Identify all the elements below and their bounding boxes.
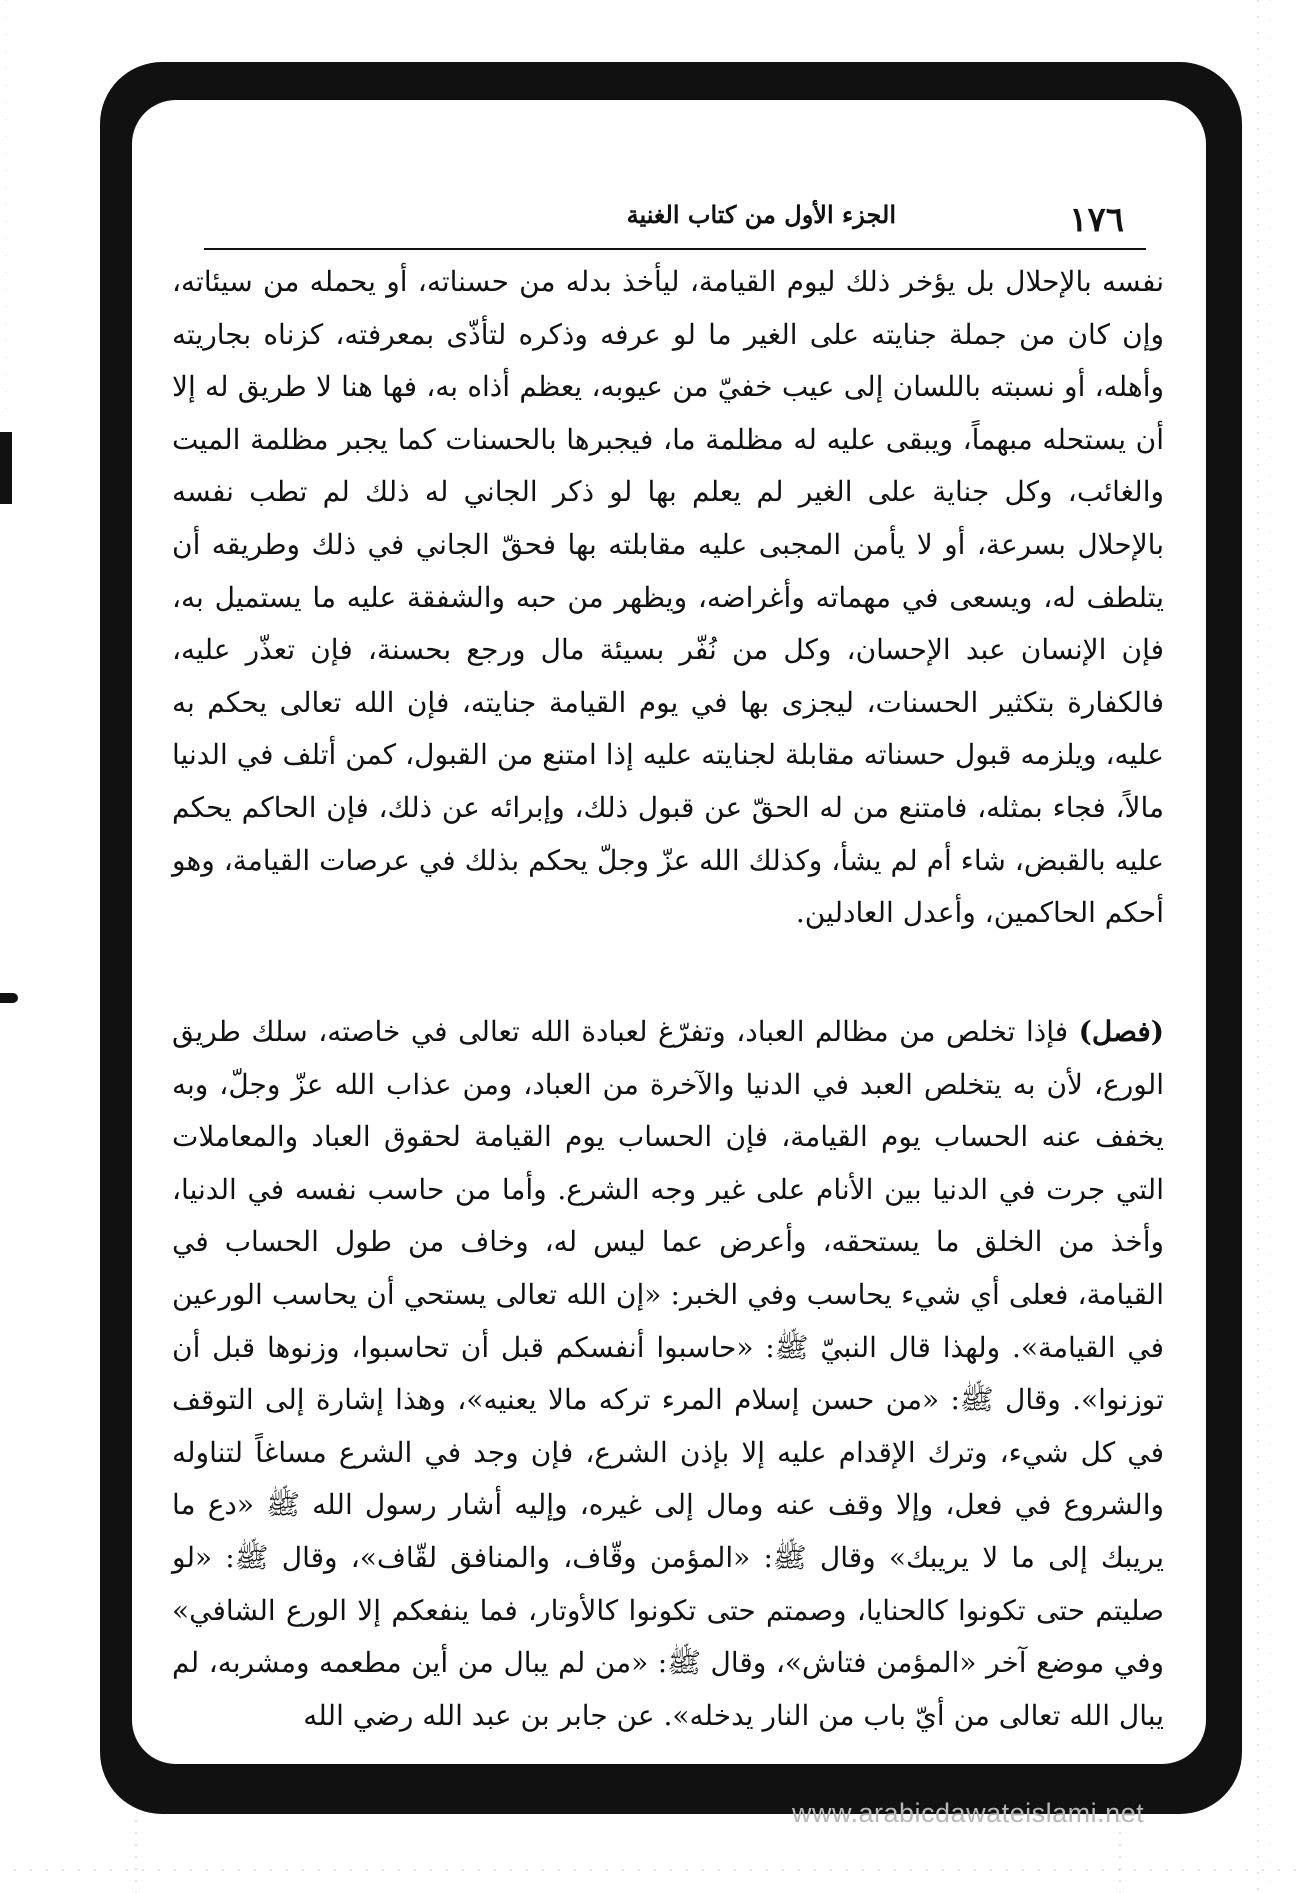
paragraph-1-text: نفسه بالإحلال بل يؤخر ذلك ليوم القيامة، ليأخذ بدله من حسناته، أو يحمله من سيئاته، وإن كان من جملة جنايته على الغير ما لو عرفه وذكره لتأذّى بمعرفته، كزناه بجاريته وأهله، أو نسبته باللسان إلى عيب خفيّ من عيوبه، يعظم أذاه به، فها هنا لا طريق له إلا أن يستحله مبهماً، ويبقى عليه له مظلمة ما، فيجبرها بالحسنات كما يجبر مظلمة الميت والغائب، وكل جناية على الغير لم يعلم بها لو ذكر الجاني له ذلك لم تطب نفسه بالإحلال بسرعة، أو لا يأمن المجبى عليه مقابلته بها فحقّ الجاني في ذلك وطريقه أن يتلطف له، ويسعى في مهماته وأغراضه، ويظهر من حبه والشفقة عليه ما يستميل به، فإن الإنسان عبد الإحسان، وكل من نُفّر بسيئة مال ورجع بحسنة، فإن تعذّر عليه، فالكفارة بتكثير الحسنات، ليجزى بها في يوم القيامة جنايته، فإن الله تعالى يحكم به عليه، ويلزمه قبول حسناته مقابلة لجنايته عليه إذا امتنع من القبول، كمن أتلف في الدنيا مالاً، فجاء بمثله، فامتنع من له الحقّ عن قبول ذلك، وإبرائه عن ذلك، فإن الحاكم يحكم عليه بالقبض، شاء أم لم يشأ، وكذلك الله عزّ وجلّ يحكم بذلك في عرصات القيامة، وهو أحكم الحاكمين، وأعدل العادلين. xyxy=(172,265,1165,930)
page-header xyxy=(204,196,1146,242)
running-title: الجزء الأول من كتاب الغنية xyxy=(626,200,896,229)
scan-edge-bar xyxy=(0,432,12,504)
header-rule xyxy=(204,248,1146,250)
paragraph-1 xyxy=(172,256,1164,940)
book-page xyxy=(132,100,1206,1828)
paragraph-2 xyxy=(172,1006,1164,1742)
watermark: www.arabicdawateislami.net xyxy=(792,1798,1145,1828)
page-number: ١٧٦ xyxy=(1069,200,1124,240)
paragraph-2-text: فإذا تخلص من مظالم العباد، وتفرّغ لعبادة الله تعالى في خاصته، سلك طريق الورع، لأن به يتخلص العبد في الدنيا والآخرة من العباد، ومن عذاب الله عزّ وجلّ، وبه يخفف عنه الحساب يوم القيامة، فإن الحساب يوم القيامة لحقوق العباد والمعاملات التي جرت في الدنيا بين الأنام على غير وجه الشرع. وأما من حاسب نفسه في الدنيا، وأخذ من الخلق ما يستحقه، وأعرض عما ليس له، وخاف من طول الحساب في القيامة، فعلى أي شيء يحاسب وفي الخبر: «إن الله تعالى يستحي أن يحاسب الورعين في القيامة». ولهذا قال النبيّ ﷺ: «حاسبوا أنفسكم قبل أن تحاسبوا، وزنوها قبل أن توزنوا». وقال ﷺ: «من حسن إسلام المرء تركه مالا يعنيه»، وهذا إشارة إلى التوقف في كل شيء، وترك الإقدام عليه إلا بإذن الشرع، فإن وجد في الشرع مساغاً لتناوله والشروع في فعل، وإلا وقف عنه ومال إلى غيره، وإليه أشار رسول الله ﷺ «دع ما يريبك إلى ما لا يريبك» وقال ﷺ: «المؤمن وقّاف، والمنافق لقّاف»، وقال ﷺ: «لو صليتم حتى تكونوا كالحنايا، وصمتم حتى تكونوا كالأوتار، فما ينفعكم إلا الورع الشافي» وفي موضع آخر «المؤمن فتاش»، وقال ﷺ: «من لم يبال من أين مطعمه ومشربه، لم يبال الله تعالى من أيّ باب من النار يدخله». عن جابر بن عبد الله رضي الله xyxy=(172,1015,1165,1732)
paragraph-2-body xyxy=(172,1006,1164,1742)
section-label: (فصل) xyxy=(1078,1015,1164,1048)
scan-edge-mark xyxy=(0,993,18,1003)
page-frame xyxy=(100,62,1242,1828)
